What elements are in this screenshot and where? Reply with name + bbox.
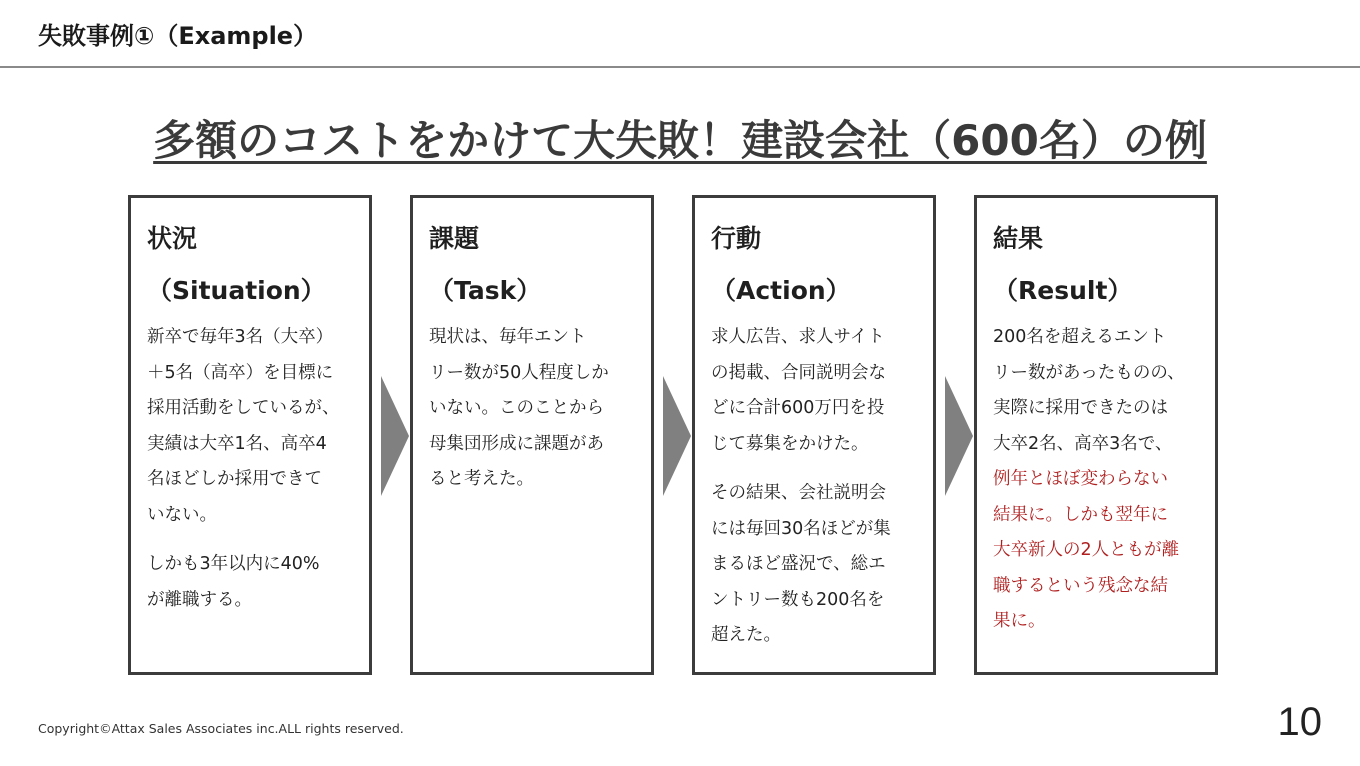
text-line: じて募集をかけた。 xyxy=(711,433,869,454)
text-line: 例年とほぼ変わらない xyxy=(993,469,1168,489)
text-line: どに合計600万円を投 xyxy=(711,398,885,418)
text-line: 実際に採用できたのは xyxy=(993,398,1168,418)
header-title: 失敗事例①（Example） xyxy=(38,22,318,50)
card-paragraph xyxy=(993,320,1205,462)
card-title: 行動 xyxy=(711,224,762,253)
text-line: リー数が50人程度しか xyxy=(429,362,609,383)
text-line: ると考えた。 xyxy=(429,469,534,489)
text-line: いない。このことから xyxy=(429,398,604,418)
main-title-text: 多額のコストをかけて大失敗！建設会社（600名）の例 xyxy=(153,116,1207,165)
text-line: 大卒新人の2人ともが離 xyxy=(993,540,1180,560)
footer-copyright: Copyright©Attax Sales Associates inc.ALL rights reserved. xyxy=(38,721,404,736)
card-title: 課題 xyxy=(429,224,480,253)
text-line: いない。 xyxy=(147,504,217,525)
text-line: 実績は大卒1名、高卒4 xyxy=(147,433,327,454)
card-paragraph xyxy=(711,476,923,654)
text-line: 名ほどしか採用できて xyxy=(147,469,322,489)
text-line: まるほど盛況で、総エ xyxy=(711,554,886,574)
text-line: 大卒2名、高卒3名で、 xyxy=(993,433,1173,454)
card-task xyxy=(410,195,654,675)
text-line: 新卒で毎年3名（大卒） xyxy=(147,327,334,347)
card-subtitle: （Action） xyxy=(711,276,851,305)
card-situation xyxy=(128,195,372,675)
chevron-right-icon xyxy=(381,376,409,496)
chevron-right-icon xyxy=(945,376,973,496)
card-subtitle: （Result） xyxy=(993,276,1133,305)
card-body xyxy=(993,320,1205,640)
text-line: 職するという残念な結 xyxy=(993,575,1168,596)
text-line: の掲載、合同説明会な xyxy=(711,362,886,383)
text-line: 母集団形成に課題があ xyxy=(429,433,604,454)
card-paragraph xyxy=(147,547,359,618)
text-line: 求人広告、求人サイト xyxy=(711,327,885,347)
card-body xyxy=(429,320,641,498)
card-body xyxy=(147,320,359,618)
chevron-right-icon xyxy=(663,376,691,496)
text-line: が離職する。 xyxy=(147,589,252,610)
text-line: 結果に。しかも翌年に xyxy=(993,504,1168,525)
card-paragraph xyxy=(429,320,641,498)
card-paragraph-highlight xyxy=(993,462,1205,640)
text-line: 現状は、毎年エント xyxy=(429,327,587,347)
card-paragraph xyxy=(711,320,923,462)
card-subtitle: （Situation） xyxy=(147,276,326,305)
text-line: 果に。 xyxy=(993,611,1046,631)
text-line: 採用活動をしているが、 xyxy=(147,398,340,418)
card-subtitle: （Task） xyxy=(429,276,542,305)
card-title: 状況 xyxy=(147,224,198,253)
text-line: リー数があったものの、 xyxy=(993,362,1185,383)
text-line: には毎回30名ほどが集 xyxy=(711,518,891,539)
text-line: ントリー数も200名を xyxy=(711,589,885,610)
card-title: 結果 xyxy=(993,224,1044,253)
text-line: 200名を超えるエント xyxy=(993,327,1167,347)
card-body xyxy=(711,320,923,654)
card-result xyxy=(974,195,1218,675)
text-line: ＋5名（高卒）を目標に xyxy=(147,362,334,383)
text-line: しかも3年以内に40% xyxy=(147,554,320,574)
card-action xyxy=(692,195,936,675)
page-number: 10 xyxy=(1277,700,1322,744)
text-line: その結果、会社説明会 xyxy=(711,483,886,503)
main-title xyxy=(0,108,1360,168)
card-paragraph xyxy=(147,320,359,533)
text-line: 超えた。 xyxy=(711,625,781,645)
header-divider xyxy=(0,66,1360,68)
